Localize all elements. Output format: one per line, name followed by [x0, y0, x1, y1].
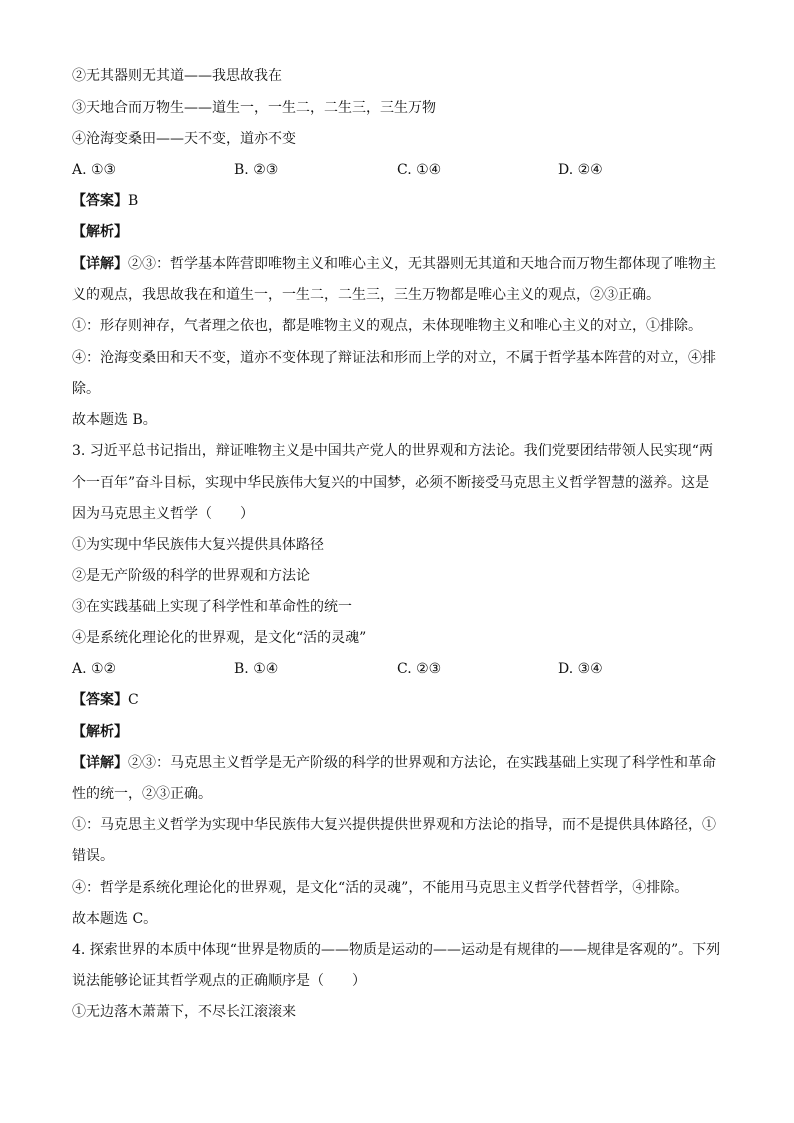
- q2-detail-line-1: [72, 254, 716, 274]
- answer-label: 【答案】: [72, 692, 128, 708]
- q3-option-c: C. ②③: [397, 661, 442, 677]
- q2-item-2: ②无其器则无其道——我思故我在: [72, 68, 282, 84]
- q3-detail-line-4: 错误。: [72, 848, 114, 864]
- answer-value: B: [128, 193, 139, 209]
- answer-value: C: [128, 692, 139, 708]
- q2-option-b: B. ②③: [234, 162, 279, 178]
- answer-label: 【答案】: [72, 193, 128, 209]
- q3-stem-line-3: 因为马克思主义哲学（ ）: [72, 506, 254, 522]
- q4-item-1: ①无边落木萧萧下，不尽长江滚滚来: [72, 1004, 296, 1020]
- q2-option-d: D. ②④: [558, 162, 603, 178]
- q3-stem-line-1: 3. 习近平总书记指出，辩证唯物主义是中国共产党人的世界观和方法论。我们党要团结带领人民实现“两: [72, 443, 713, 459]
- q3-options: [72, 659, 722, 679]
- detail-label: 【详解】: [72, 256, 128, 272]
- q2-analysis-label: 【解析】: [72, 224, 128, 240]
- q3-detail-line-2: 性的统一，②③正确。: [72, 786, 212, 802]
- q4-stem-line-2: 说法能够论证其哲学观点的正确顺序是（ ）: [72, 973, 366, 989]
- q3-answer: [72, 690, 139, 710]
- q3-detail-line-3: ①：马克思主义哲学为实现中华民族伟大复兴提供提供世界观和方法论的指导，而不是提供具体路径，①: [72, 817, 716, 833]
- q2-detail-line-4: ④：沧海变桑田和天不变，道亦不变体现了辩证法和形而上学的对立，不属于哲学基本阵营的对立，④排: [72, 350, 716, 366]
- q2-option-c: C. ①④: [397, 162, 442, 178]
- q3-stem-line-2: 个一百年”奋斗目标，实现中华民族伟大复兴的中国梦，必须不断接受马克思主义哲学智慧的滋养。这是: [72, 475, 710, 491]
- q4-stem-line-1: 4. 探索世界的本质中体现“世界是物质的——物质是运动的——运动是有规律的——规律是客观的”。下列: [72, 942, 721, 958]
- q3-detail-line-5: ④：哲学是系统化理论化的世界观，是文化“活的灵魂”，不能用马克思主义哲学代替哲学，④排除。: [72, 880, 689, 896]
- q2-answer: [72, 191, 138, 211]
- q3-analysis-label: 【解析】: [72, 724, 128, 740]
- detail-text: ②③：哲学基本阵营即唯物主义和唯心主义，无其器则无其道和天地合而万物生都体现了唯物主: [128, 256, 716, 272]
- q3-item-1: ①为实现中华民族伟大复兴提供具体路径: [72, 537, 324, 553]
- q2-option-a: A. ①③: [72, 162, 117, 178]
- q3-item-3: ③在实践基础上实现了科学性和革命性的统一: [72, 599, 352, 615]
- q3-item-4: ④是系统化理论化的世界观，是文化“活的灵魂”: [72, 630, 367, 646]
- detail-label: 【详解】: [72, 755, 128, 771]
- q2-item-3: ③天地合而万物生——道生一，一生二，二生三，三生万物: [72, 100, 436, 116]
- q2-detail-line-3: ①：形存则神存，气者理之依也，都是唯物主义的观点，未体现唯物主义和唯心主义的对立，①排除。: [72, 318, 702, 334]
- q3-option-d: D. ③④: [558, 661, 603, 677]
- q3-item-2: ②是无产阶级的科学的世界观和方法论: [72, 568, 310, 584]
- q3-option-a: A. ①②: [72, 661, 117, 677]
- q3-option-b: B. ①④: [234, 661, 279, 677]
- q2-detail-line-5: 除。: [72, 381, 100, 397]
- q3-detail-line-1: [72, 753, 716, 773]
- detail-text: ②③：马克思主义哲学是无产阶级的科学的世界观和方法论，在实践基础上实现了科学性和革命: [128, 755, 716, 771]
- q3-conclusion: 故本题选 C。: [72, 911, 158, 927]
- q2-options: [72, 160, 722, 180]
- q2-detail-line-2: 义的观点，我思故我在和道生一，一生二，二生三，三生万物都是唯心主义的观点，②③正确。: [72, 287, 660, 303]
- q2-item-4: ④沧海变桑田——天不变，道亦不变: [72, 131, 296, 147]
- q2-conclusion: 故本题选 B。: [72, 412, 157, 428]
